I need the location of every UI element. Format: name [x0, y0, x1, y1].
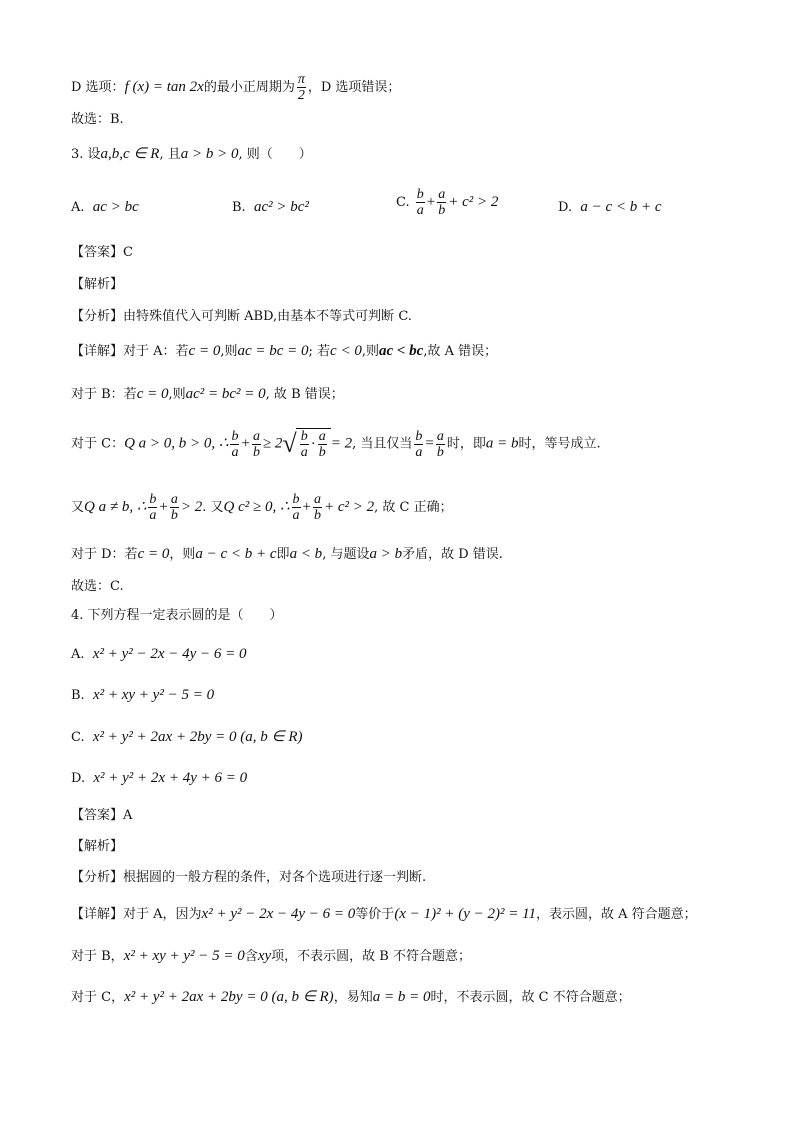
q4-option-d[interactable]: D. x² + y² + 2x + 4y + 6 = 0 — [71, 770, 248, 786]
q3-option-c[interactable]: C. $\frac{b}{a}$ + $\frac{a}{b}$ + c² > 2 — [396, 187, 499, 218]
q3-options — [71, 187, 731, 219]
q4-answer: 【答案】A — [71, 808, 133, 823]
q3-answer: 【答案】C — [71, 245, 133, 260]
q3-detail-b: 对于 B：若c = 0,则ac² = bc² = 0, 故 B 错误； — [71, 386, 344, 402]
sqrt-icon: √ — [282, 429, 297, 458]
q4-option-c[interactable]: C. x² + y² + 2ax + 2by = 0 (a, b ∈ R) — [71, 729, 303, 745]
q3-stem: 3. 设a,b,c ∈ R, 且a > b > 0, 则（ ） — [71, 146, 312, 162]
q4-option-a[interactable]: A. x² + y² − 2x − 4y − 6 = 0 — [71, 646, 247, 662]
q3-fenxi: 【分析】由特殊值代入可判断 ABD,由基本不等式可判断 C. — [71, 309, 412, 324]
q3-choice: 故选：C. — [71, 579, 124, 594]
q4-detail-c: 对于 C，x² + y² + 2ax + 2by = 0 (a, b ∈ R)，易知a = b = 0时，不表示圆，故 C 不符合题意； — [71, 989, 631, 1005]
q3-option-b[interactable]: B. ac² > bc² — [232, 199, 309, 215]
q3-detail-c: 对于 C：Q a > 0, b > 0, ∴ $\frac{b}{a}$ + $\frac{a}{b}$ ≥ 2√ $\frac{b}{a}$ · $\frac{a}{b}$ = 2, 当且仅当 $\frac{b}{a}$ = $\frac{a}{b}$ 时，即a = b时，等号成立. — [71, 428, 601, 460]
q3-detail-c2: 又Q a ≠ b, ∴ $\frac{b}{a}$ + $\frac{a}{b}$ > 2. 又Q c² ≥ 0, ∴ $\frac{b}{a}$ + $\frac{a}{b}$ + c² > 2, 故 C 正确； — [71, 492, 453, 523]
q4-fenxi: 【分析】根据圆的一般方程的条件，对各个选项进行逐一判断. — [71, 870, 427, 885]
q2-d-option-line: D 选项：f (x) = tan 2x的最小正周期为 $\frac{\pi}{2}$ ，D 选项错误； — [71, 72, 401, 103]
q3-analysis-tag: 【解析】 — [71, 277, 124, 292]
q3-option-d[interactable]: D. a − c < b + c — [558, 199, 662, 215]
q2-choice: 故选：B. — [71, 112, 124, 127]
pi-over-2-fraction: $\frac{\pi}{2}$ — [297, 72, 305, 103]
q4-detail-a: 【详解】对于 A，因为x² + y² − 2x − 4y − 6 = 0等价于(x − 1)² + (y − 2)² = 11，表示圆，故 A 符合题意； — [71, 906, 697, 922]
q3-detail-a: 【详解】对于 A：若c = 0,则ac = bc = 0; 若c < 0,则ac < bc,故 A 错误； — [71, 343, 498, 359]
q4-analysis-tag: 【解析】 — [71, 839, 124, 854]
q4-option-b[interactable]: B. x² + xy + y² − 5 = 0 — [71, 687, 215, 703]
q4-detail-b: 对于 B，x² + xy + y² − 5 = 0含xy项，不表示圆，故 B 不符合题意； — [71, 948, 471, 964]
q3-detail-d: 对于 D：若c = 0，则a − c < b + c即a < b, 与题设a > b矛盾，故 D 错误. — [71, 546, 503, 562]
q3-option-a[interactable]: A. ac > bc — [71, 199, 139, 215]
q4-stem: 4. 下列方程一定表示圆的是（ ） — [71, 608, 283, 623]
